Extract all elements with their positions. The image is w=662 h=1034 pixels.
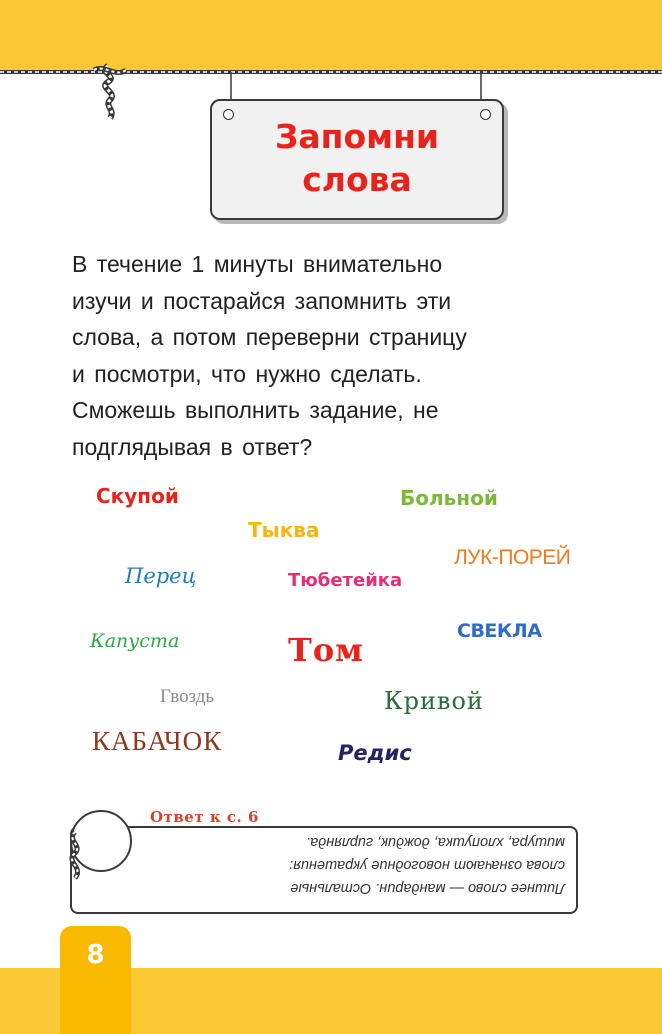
word-krivoy: Кривой [384,687,484,715]
intro-line: слова, а потом переверни страницу [72,324,467,350]
intro-line: изучи и постарайся запомнить эти [72,287,452,314]
answer-title: Ответ к с. 6 [150,808,259,826]
word-svekla: СВЕКЛА [457,620,542,642]
word-gvozd: Гвоздь [160,686,215,707]
title-sign [210,99,504,220]
intro-line: В течение 1 минуты внимательно [72,251,443,277]
intro-paragraph [72,246,550,465]
page-title: Запомни слова [274,117,440,199]
page-number: 8 [86,940,105,970]
word-tykva: Тыква [248,518,320,542]
answer-line: мишура, хлопушка, дождик, гирлянда. [306,834,565,850]
intro-line: подглядывая в ответ? [72,433,313,460]
word-bolnoy: Больной [400,486,498,510]
rope-icon [58,830,92,880]
word-kapusta: Капуста [90,630,180,652]
intro-line: и посмотри, что нужно сделать. [72,360,422,387]
answer-line: слова означают новогодние украшения: [289,857,565,873]
intro-line: Сможешь выполнить задание, не [72,397,439,423]
answer-text [125,830,565,899]
rope-knot-icon [90,60,130,122]
word-redis: Редис [338,741,412,765]
word-skupoy: Скупой [96,484,179,508]
answer-line: Лишнее слово — мандарин. Остальные [290,880,565,896]
word-kabachok: КАБАЧОК [92,726,223,756]
page-number-tab [60,926,131,1034]
word-luk-porey: ЛУК-ПОРЕЙ [454,546,571,569]
word-perets: Перец [125,564,197,588]
word-tom: Том [288,631,364,669]
word-tyubeteyka: Тюбетейка [288,570,403,591]
